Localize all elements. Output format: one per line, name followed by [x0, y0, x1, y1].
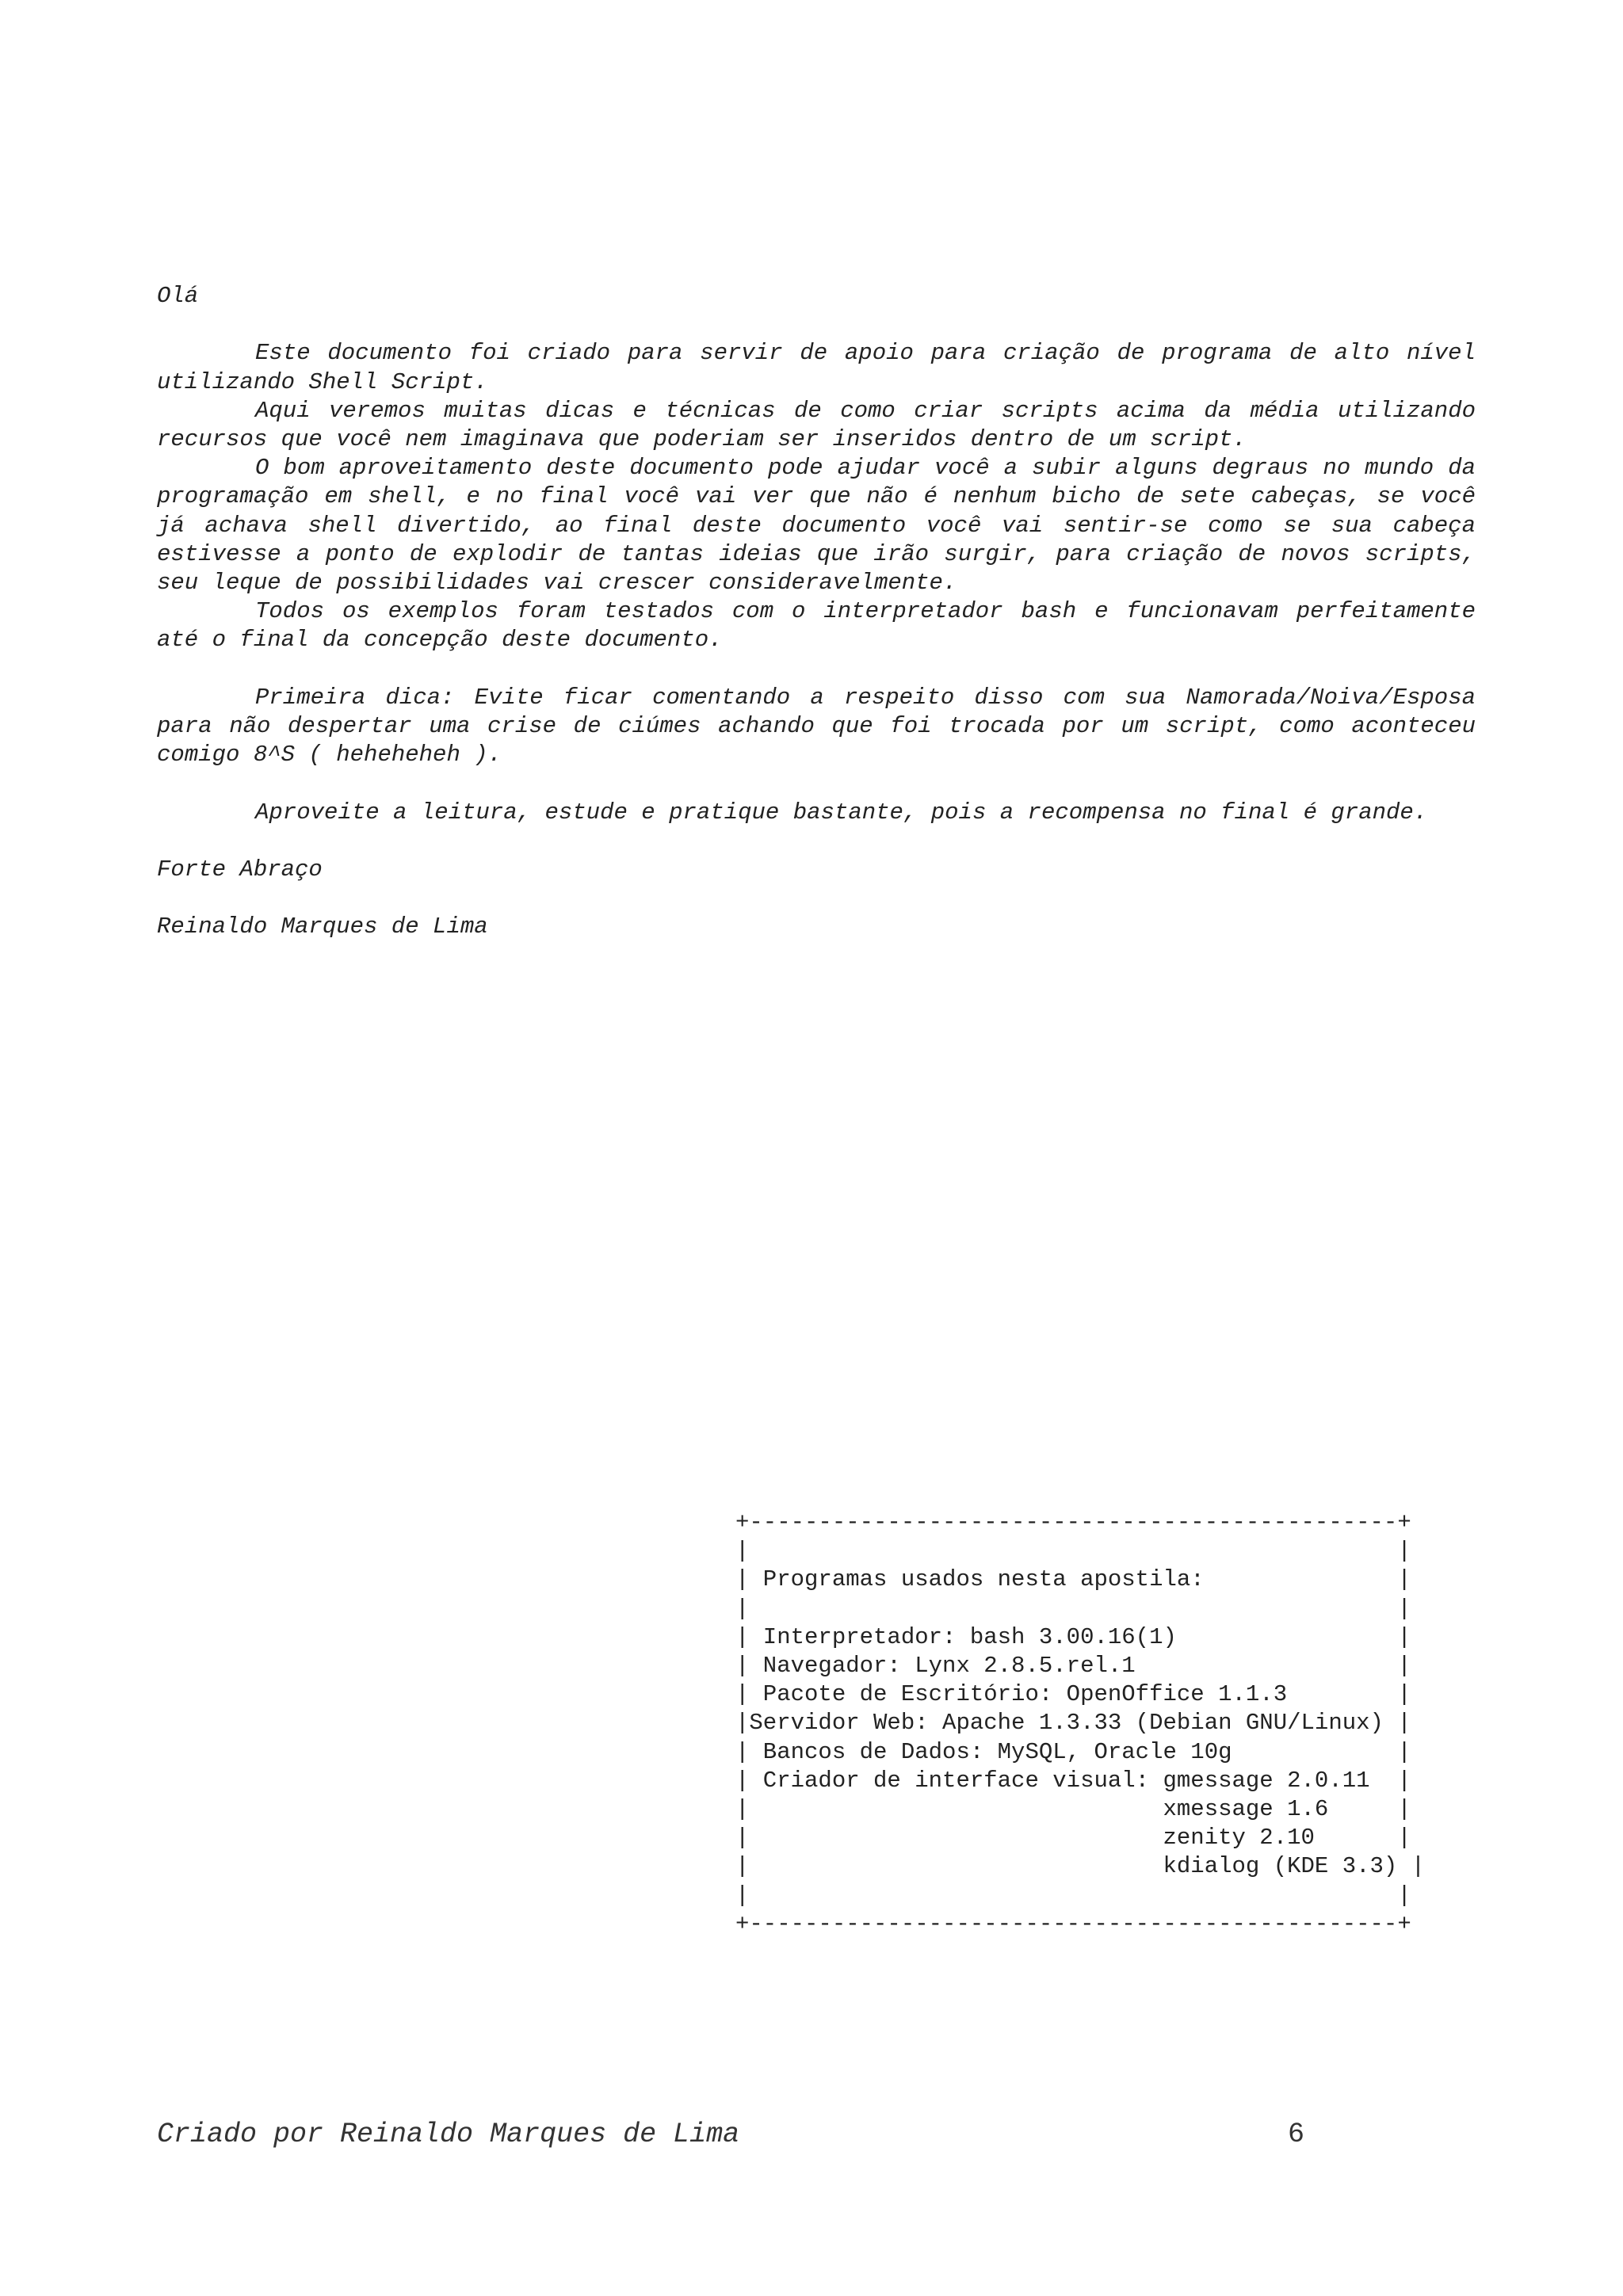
box-bottom-border: +-----------------------------------------------+	[735, 1910, 1411, 1937]
box-line-databases: | Bancos de Dados: MySQL, Oracle 10g |	[735, 1738, 1411, 1765]
box-line-office: | Pacote de Escritório: OpenOffice 1.1.3 |	[735, 1681, 1411, 1708]
spacer	[157, 769, 1476, 798]
footer-credit: Criado por Reinaldo Marques de Lima	[157, 2119, 740, 2150]
box-line-webserver: |Servidor Web: Apache 1.3.33 (Debian GNU/Linux) |	[735, 1710, 1411, 1737]
page-number: 6	[1288, 2119, 1305, 2150]
spacer	[157, 655, 1476, 684]
spacer	[157, 311, 1476, 339]
box-line-gui-kdialog: | kdialog (KDE 3.3) |	[735, 1853, 1426, 1880]
sign-off: Forte Abraço	[157, 856, 323, 883]
intro-paragraph-2: Aqui veremos muitas dicas e técnicas de como criar scripts acima da média utilizando recursos que você nem imaginava que poderiam ser inseridos dentro de um script.	[157, 397, 1476, 452]
intro-paragraph-1: Este documento foi criado para servir de apoio para criação de programa de alto nível utilizando Shell Script.	[157, 340, 1476, 395]
intro-paragraph-3: O bom aproveitamento deste documento pode ajudar você a subir alguns degraus no mundo da programação em shell, e no final você vai ver que não é nenhum bicho de sete cabeças, se você já achava shell divertido, ao final deste documento você vai sentir-se como se sua cabeça estivesse a ponto de explodir de tantas ideias que irão surgir, para criação de novos scripts, seu leque de possibilidades vai crescer consideravelmente.	[157, 455, 1476, 597]
box-line-gui-gmessage: | Criador de interface visual: gmessage 2.0.11 |	[735, 1767, 1411, 1794]
spacer	[157, 827, 1476, 856]
closing-paragraph: Aproveite a leitura, estude e pratique bastante, pois a recompensa no final é grande.	[255, 799, 1428, 826]
tip-paragraph: Primeira dica: Evite ficar comentando a respeito disso com sua Namorada/Noiva/Esposa para não despertar uma crise de ciúmes achando que foi trocada por um script, como aconteceu comigo 8^S ( heheheheh ).	[157, 684, 1476, 769]
intro-paragraph-4: Todos os exemplos foram testados com o interpretador bash e funcionavam perfeitamente até o final da concepção deste documento.	[157, 598, 1476, 654]
spacer	[157, 884, 1476, 913]
box-top-border: +-----------------------------------------------+	[735, 1509, 1411, 1535]
box-empty-line: | |	[735, 1595, 1411, 1622]
box-empty-line: | |	[735, 1882, 1411, 1909]
document-body	[157, 282, 1476, 942]
box-line-gui-xmessage: | xmessage 1.6 |	[735, 1796, 1411, 1823]
box-line-interpreter: | Interpretador: bash 3.00.16(1) |	[735, 1623, 1411, 1650]
author-name: Reinaldo Marques de Lima	[157, 913, 488, 940]
box-empty-line: | |	[735, 1538, 1411, 1565]
box-title-line: | Programas usados nesta apostila: |	[735, 1566, 1411, 1593]
programs-box	[735, 1508, 1425, 1939]
greeting: Olá	[157, 283, 199, 309]
box-line-gui-zenity: | zenity 2.10 |	[735, 1825, 1411, 1852]
box-line-browser: | Navegador: Lynx 2.8.5.rel.1 |	[735, 1653, 1411, 1680]
